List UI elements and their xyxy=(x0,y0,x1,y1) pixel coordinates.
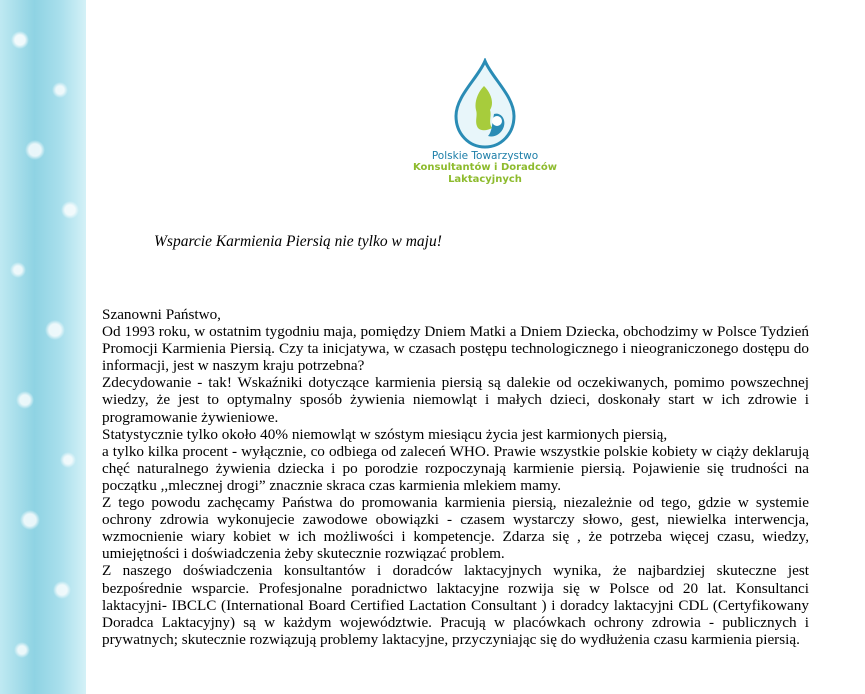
logo-text-line-1: Polskie Towarzystwo xyxy=(431,150,539,162)
letter-salutation: Szanowni Państwo, xyxy=(102,306,221,323)
ptkidl-logo xyxy=(410,58,560,193)
paragraph: Zdecydowanie - tak! Wskaźniki dotyczące karmienia piersią są dalekie od oczekiwanych, pomimo powszechnej wiedzy, że jest to optymalny sposób żywienia niemowląt i małych dzieci, doskonały start w ich zdrowie i programowanie żywieniowe. xyxy=(102,374,809,426)
breastfeeding-drop-icon xyxy=(448,58,522,150)
paragraph: Od 1993 roku, w ostatnim tygodniu maja, pomiędzy Dniem Matki a Dniem Dziecka, obchodzimy w Polsce Tydzień Promocji Karmienia Piersią. Czy ta inicjatywa, w czasach postępu technologicznego i nieograniczonego dostępu do informacji, jest w naszym kraju potrzebna? xyxy=(102,323,809,375)
paragraph: Statystycznie tylko około 40% niemowląt w szóstym miesiącu życia jest karmionych piersią, xyxy=(102,425,668,443)
logo-text-line-2: Konsultantów i Doradców xyxy=(412,162,558,173)
water-drops-border xyxy=(0,0,86,694)
paragraph: Z tego powodu zachęcamy Państwa do promowania karmienia piersią, niezależnie od tego, gdzie w systemie ochrony zdrowia wykonujecie zawodowe obowiązki - czasem wystarczy słowo, gest, niewielka interwencja, wzmocnienie wiary kobiet w ich możliwości i kompetencje. Zdarza się , że potrzeba więcej czasu, wiedzy, umiejętności i doświadczenia żeby skutecznie rozwiązać problem. xyxy=(102,494,809,563)
letter-body xyxy=(102,306,809,648)
paragraph: Z naszego doświadczenia konsultantów i doradców laktacyjnych wynika, że najbardziej skuteczne jest bezpośrednie wsparcie. Profesjonalne poradnictwo laktacyjne rozwija się w Polsce od 20 lat. Konsultanci laktacyjni- IBCLC (International Board Certified Lactation Consultant ) i doradcy laktacyjni CDL (Certyfikowany Doradca Laktacyjny) są w każdym województwie. Pracują w placówkach ochrony zdrowia - publicznych i prywatnych; skutecznie rozwiązują problemy laktacyjne, przyczyniając się do wydłużenia czasu karmienia piersią. xyxy=(102,562,809,648)
letter-heading: Wsparcie Karmienia Piersią nie tylko w maju! xyxy=(154,233,442,250)
logo-text-line-3: Laktacyjnych xyxy=(448,174,522,185)
paragraph: a tylko kilka procent - wyłącznie, co odbiega od zaleceń WHO. Prawie wszystkie polskie kobiety w ciąży deklarują chęć naturalnego żywienia dziecka i po porodzie rozpoczynają karmienie piersią. Pojawienie się trudności na początku ,,mlecznej drogi” znacznie skraca czas karmienia mlekiem mamy. xyxy=(102,442,809,494)
